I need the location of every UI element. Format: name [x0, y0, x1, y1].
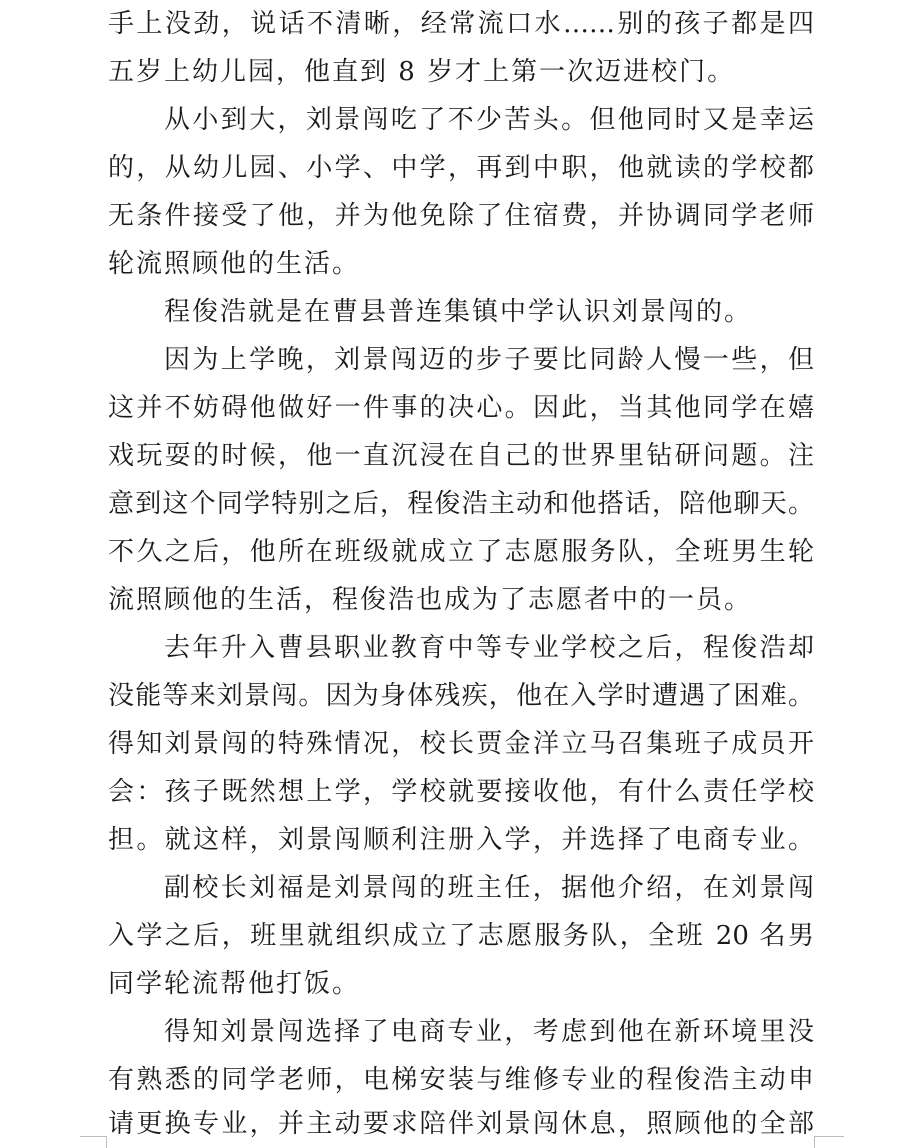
text-line: 无条件接受了他，并为他免除了住宿费，并协调同学老师 [108, 201, 814, 231]
text-line: 担。就这样，刘景闯顺利注册入学，并选择了电商专业。 [108, 825, 814, 855]
text-line: 流照顾他的生活，程俊浩也成为了志愿者中的一员。 [108, 585, 753, 615]
text-line: 会：孩子既然想上学，学校就要接收他，有什么责任学校 [108, 777, 814, 807]
paragraph-first-line: 从小到大，刘景闯吃了不少苦头。但他同时又是幸运 [164, 105, 814, 135]
crop-mark-right-vertical [814, 1136, 815, 1148]
paragraph-first-line: 得知刘景闯选择了电商专业，考虑到他在新环境里没 [164, 1017, 814, 1047]
crop-mark-right [814, 1136, 844, 1137]
text-line: 不久之后，他所在班级就成立了志愿服务队，全班男生轮 [108, 537, 814, 567]
text-line: 这并不妨碍他做好一件事的决心。因此，当其他同学在嬉 [108, 393, 814, 423]
text-line: 手上没劲，说话不清晰，经常流口水……别的孩子都是四 [108, 9, 814, 39]
text-line: 同学轮流帮他打饭。 [108, 969, 361, 999]
paragraph-first-line: 程俊浩就是在曹县普连集镇中学认识刘景闯的。 [164, 297, 753, 327]
paragraph-first-line: 去年升入曹县职业教育中等专业学校之后，程俊浩却 [164, 633, 814, 663]
crop-mark-left [80, 1136, 106, 1137]
text-line: 五岁上幼儿园，他直到 8 岁才上第一次迈进校门。 [108, 57, 736, 87]
paragraph-first-line: 因为上学晚，刘景闯迈的步子要比同龄人慢一些，但 [164, 345, 814, 375]
text-line: 意到这个同学特别之后，程俊浩主动和他搭话，陪他聊天。 [108, 489, 814, 519]
text-line: 轮流照顾他的生活。 [108, 249, 361, 279]
paragraph-first-line: 副校长刘福是刘景闯的班主任，据他介绍，在刘景闯 [164, 873, 814, 903]
text-line: 请更换专业，并主动要求陪伴刘景闯休息，照顾他的全部 [108, 1109, 814, 1139]
crop-mark-left-vertical [106, 1136, 107, 1148]
text-line: 有熟悉的同学老师，电梯安装与维修专业的程俊浩主动申 [108, 1065, 814, 1095]
text-line: 戏玩耍的时候，他一直沉浸在自己的世界里钻研问题。注 [108, 441, 814, 471]
text-line: 得知刘景闯的特殊情况，校长贾金洋立马召集班子成员开 [108, 729, 814, 759]
text-line: 入学之后，班里就组织成立了志愿服务队，全班 20 名男 [108, 921, 814, 951]
text-line: 的，从幼儿园、小学、中学，再到中职，他就读的学校都 [108, 153, 814, 183]
text-line: 没能等来刘景闯。因为身体残疾，他在入学时遭遇了困难。 [108, 681, 814, 711]
